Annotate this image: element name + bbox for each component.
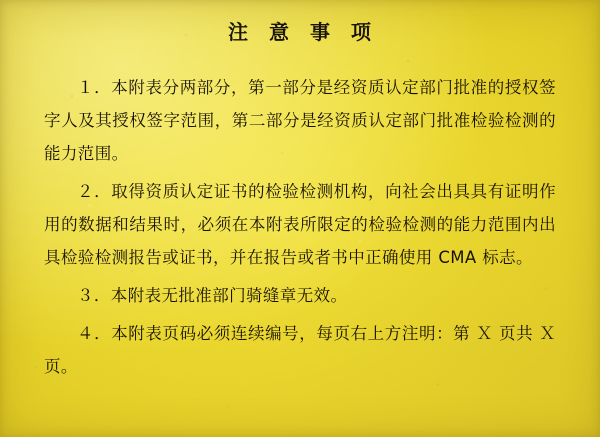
notice-body bbox=[0, 45, 600, 383]
page-title: 注 意 事 项 bbox=[228, 20, 378, 44]
notice-paragraph-2: ２．取得资质认定证书的检验检测机构，向社会出具具有证明作用的数据和结果时，必须在本附表所限定的检验检测的能力范围内出具检验检测报告或证书，并在报告或者书中正确使用 CMA 标志。 bbox=[44, 182, 556, 267]
notice-paragraph-4: ４．本附表页码必须连续编号，每页右上方注明：第 Ｘ 页共 Ｘ 页。 bbox=[44, 324, 556, 376]
notice-paragraph-1: １．本附表分两部分，第一部分是经资质认定部门批准的授权签字人及其授权签字范围，第二部分是经资质认定部门批准检验检测的能力范围。 bbox=[44, 78, 556, 163]
notice-paragraph-3: ３．本附表无批准部门骑缝章无效。 bbox=[77, 286, 348, 305]
